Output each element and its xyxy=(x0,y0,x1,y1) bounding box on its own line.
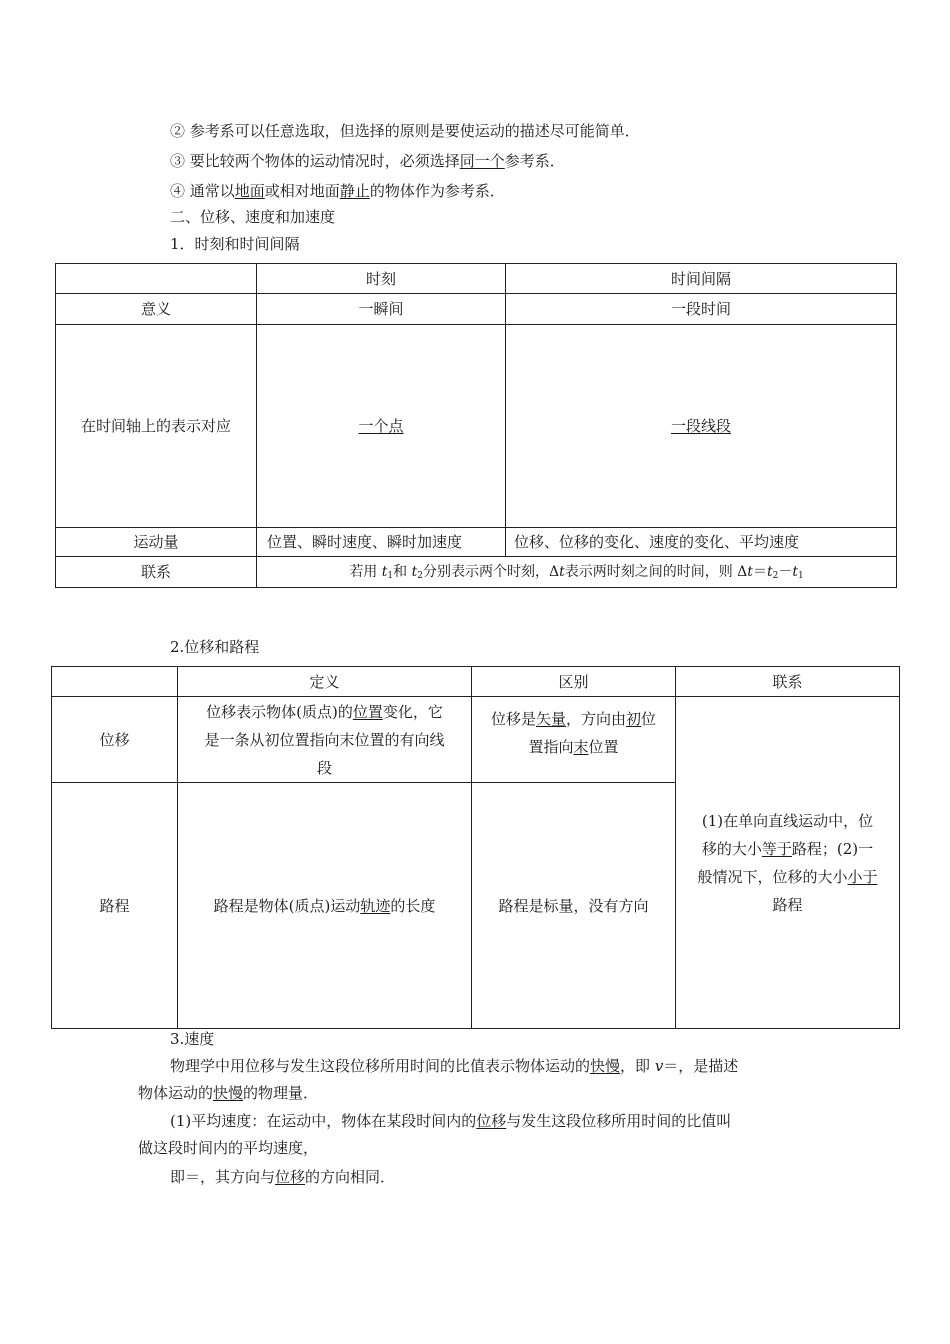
intro-item-2: ② 参考系可以任意选取，但选择的原则是要使运动的描述尽可能简单． xyxy=(170,122,640,140)
var-t: t xyxy=(381,564,388,580)
row-label: 运动量 xyxy=(56,528,257,557)
cell-line xyxy=(478,733,669,761)
text: 的物理量． xyxy=(243,1084,319,1102)
text: 移的大小 xyxy=(701,839,762,858)
subsection-heading-1: 1．时刻和时间间隔 xyxy=(170,235,300,253)
text: 的物体作为参考系． xyxy=(369,182,505,200)
table-header: 定义 xyxy=(178,667,472,697)
text: 的方向相同． xyxy=(305,1168,396,1186)
cell-line: 段 xyxy=(316,758,332,777)
text: ，即 xyxy=(620,1057,655,1075)
table-header: 联系 xyxy=(676,667,900,697)
table-row xyxy=(56,528,897,557)
var-v: v xyxy=(654,1057,664,1075)
table-row xyxy=(52,697,900,783)
table-row xyxy=(56,294,897,325)
speed-para-2 xyxy=(138,1083,318,1103)
cell-text: 位置、瞬时速度、瞬时加速度 xyxy=(267,533,463,551)
underlined-term: 轨迹 xyxy=(360,896,391,915)
text: 般情况下，位移的大小 xyxy=(697,867,848,886)
underlined-term: 位移 xyxy=(275,1168,306,1186)
speed-para-4: 做这段时间内的平均速度， xyxy=(138,1139,319,1157)
row-label: 联系 xyxy=(56,557,257,588)
text: 物理学中用位移与发生这段位移所用时间的比值表示物体运动的 xyxy=(170,1057,591,1075)
table-row xyxy=(56,325,897,528)
text: 置指向 xyxy=(528,738,574,756)
displacement-table xyxy=(51,666,900,1029)
table-cell xyxy=(506,528,897,557)
underlined-term: 快慢 xyxy=(590,1057,621,1075)
table-header: 时间间隔 xyxy=(506,264,897,294)
text: 路程；(2)一 xyxy=(791,839,874,858)
subscript: 2 xyxy=(772,571,779,581)
text: 若用 xyxy=(349,564,382,580)
intro-item-4 xyxy=(170,181,505,201)
text: 变化，它 xyxy=(382,702,443,721)
var-t: t xyxy=(747,564,753,580)
row-label: 在时间轴上的表示对应 xyxy=(56,325,257,528)
text: 位置 xyxy=(588,738,619,756)
underlined-term: 末 xyxy=(573,738,589,756)
row-label: 位移 xyxy=(52,697,178,783)
text: 和 xyxy=(393,564,412,580)
intro-item-3 xyxy=(170,151,565,171)
subscript: 2 xyxy=(417,571,423,581)
text: ③ 要比较两个物体的运动情况时，必须选择 xyxy=(170,152,460,170)
table-header: 区别 xyxy=(472,667,676,697)
table-cell xyxy=(178,783,472,1029)
text: 物体运动的 xyxy=(138,1084,214,1102)
subsection-heading-2: 2.位移和路程 xyxy=(170,638,260,656)
text: 参考系． xyxy=(504,152,565,170)
text: － xyxy=(778,564,793,580)
text: 位移是 xyxy=(490,710,536,728)
cell-line xyxy=(688,863,887,891)
table-header-row xyxy=(52,667,900,697)
underlined-term: 初 xyxy=(626,710,642,728)
text: ＝ xyxy=(752,564,767,580)
text: ＝，是描述 xyxy=(663,1057,739,1075)
text: 分别表示两个时刻，Δ xyxy=(422,564,560,580)
underlined-term: 一段线段 xyxy=(670,417,731,435)
cell-line xyxy=(688,835,887,863)
text: 位 xyxy=(641,710,657,728)
underlined-term: 位置 xyxy=(352,702,383,721)
underlined-term: 位移 xyxy=(476,1112,507,1130)
underlined-term: 矢量 xyxy=(535,710,566,728)
underlined-term: 静止 xyxy=(339,182,370,200)
table-cell xyxy=(178,697,472,783)
text: ，方向由 xyxy=(565,710,626,728)
speed-para-5 xyxy=(170,1167,395,1187)
table-cell: 一瞬间 xyxy=(257,294,506,325)
table-cell xyxy=(257,528,506,557)
underlined-term: 一个点 xyxy=(358,417,404,435)
speed-para-3 xyxy=(170,1111,731,1131)
relation-cell xyxy=(257,557,897,588)
table-cell xyxy=(56,264,257,294)
table-cell xyxy=(257,325,506,528)
text: 路程是物体(质点)运动 xyxy=(213,896,361,915)
cell-text: 位移、位移的变化、速度的变化、平均速度 xyxy=(514,533,800,551)
table-row xyxy=(56,557,897,588)
time-table xyxy=(55,263,897,588)
underlined-term: 快慢 xyxy=(213,1084,244,1102)
row-label: 意义 xyxy=(56,294,257,325)
var-t: t xyxy=(411,564,418,580)
text: 位移表示物体(质点)的 xyxy=(206,702,353,721)
text: 表示两时刻之间的时间，则 Δ xyxy=(564,564,748,580)
text: 或相对地面 xyxy=(264,182,340,200)
table-header: 时刻 xyxy=(257,264,506,294)
cell-line: 路程 xyxy=(772,895,803,914)
cell-line xyxy=(478,705,669,733)
underlined-term: 小于 xyxy=(847,867,878,886)
underlined-term: 同一个 xyxy=(459,152,505,170)
text: 即＝，其方向与 xyxy=(170,1168,276,1186)
underlined-term: 等于 xyxy=(761,839,792,858)
subscript: 1 xyxy=(387,571,394,581)
speed-para-1 xyxy=(170,1056,738,1076)
section-heading: 二、位移、速度和加速度 xyxy=(170,208,336,226)
table-cell xyxy=(472,697,676,783)
subsection-heading-3: 3.速度 xyxy=(170,1030,215,1048)
text: ④ 通常以 xyxy=(170,182,235,200)
subscript: 1 xyxy=(797,571,804,581)
relation-cell xyxy=(676,697,900,1029)
var-t: t xyxy=(766,564,773,580)
cell-line: (1)在单向直线运动中，位 xyxy=(701,811,874,830)
underlined-term: 地面 xyxy=(234,182,265,200)
table-cell: 一段时间 xyxy=(506,294,897,325)
cell-line xyxy=(184,698,465,726)
var-t: t xyxy=(792,564,798,580)
table-cell xyxy=(506,325,897,528)
cell-line: 是一条从初位置指向末位置的有向线 xyxy=(204,730,445,749)
text: 的长度 xyxy=(390,896,436,915)
table-cell xyxy=(52,667,178,697)
table-cell: 路程是标量，没有方向 xyxy=(472,783,676,1029)
text: (1)平均速度：在运动中，物体在某段时间内的 xyxy=(170,1112,477,1130)
table-header-row xyxy=(56,264,897,294)
row-label: 路程 xyxy=(52,783,178,1029)
text: 与发生这段位移所用时间的比值叫 xyxy=(506,1112,732,1130)
var-t: t xyxy=(559,564,565,580)
